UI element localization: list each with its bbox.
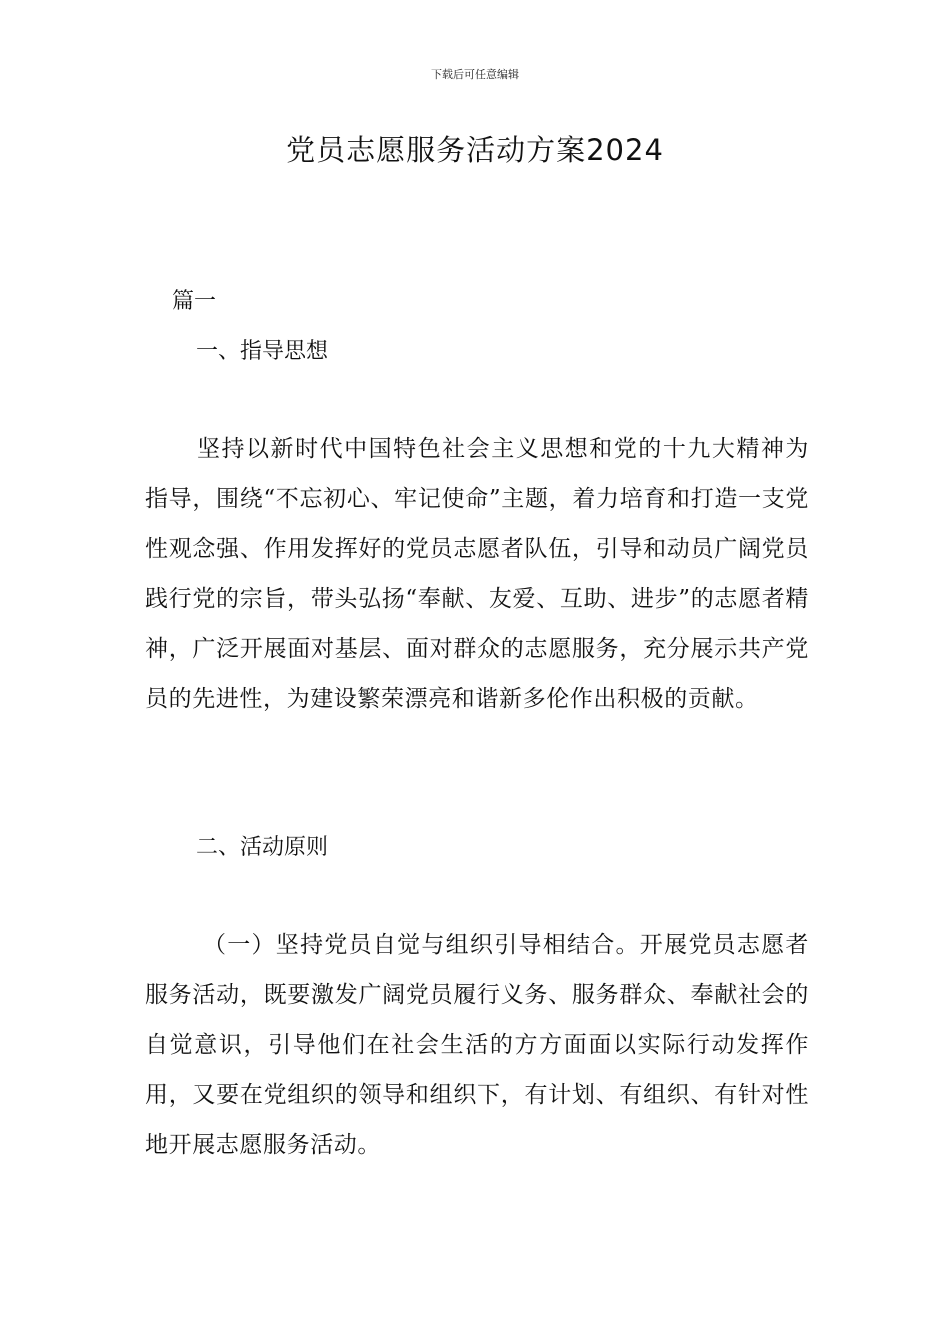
paragraph-guiding-ideology: 坚持以新时代中国特色社会主义思想和党的十九大精神为指导，围绕“不忘初心、牢记使命”主题，着力培育和打造一支党性观念强、作用发挥好的党员志愿者队伍，引导和动员广阔党员践行党的宗旨，带头弘扬“奉献、友爱、互助、进步”的志愿者精神，广泛开展面对基层、面对群众的志愿服务，充分展示共产党员的先进性，为建设繁荣漂亮和谐新多伦作出积极的贡献。 [145, 436, 809, 712]
document-title: 党员志愿服务活动方案2024 [286, 133, 664, 167]
section-label: 篇一 [172, 289, 217, 314]
paragraph-principle-one: （一）坚持党员自觉与组织引导相结合。开展党员志愿者服务活动，既要激发广阔党员履行义务、服务群众、奉献社会的自觉意识，引导他们在社会生活的方方面面以实际行动发挥作用，又要在党组织的领导和组织下，有计划、有组织、有针对性地开展志愿服务活动。 [145, 932, 809, 1158]
heading-guiding-ideology: 一、指导思想 [196, 339, 329, 364]
header-note: 下载后可任意编辑 [431, 68, 519, 81]
heading-activity-principles: 二、活动原则 [196, 835, 329, 860]
